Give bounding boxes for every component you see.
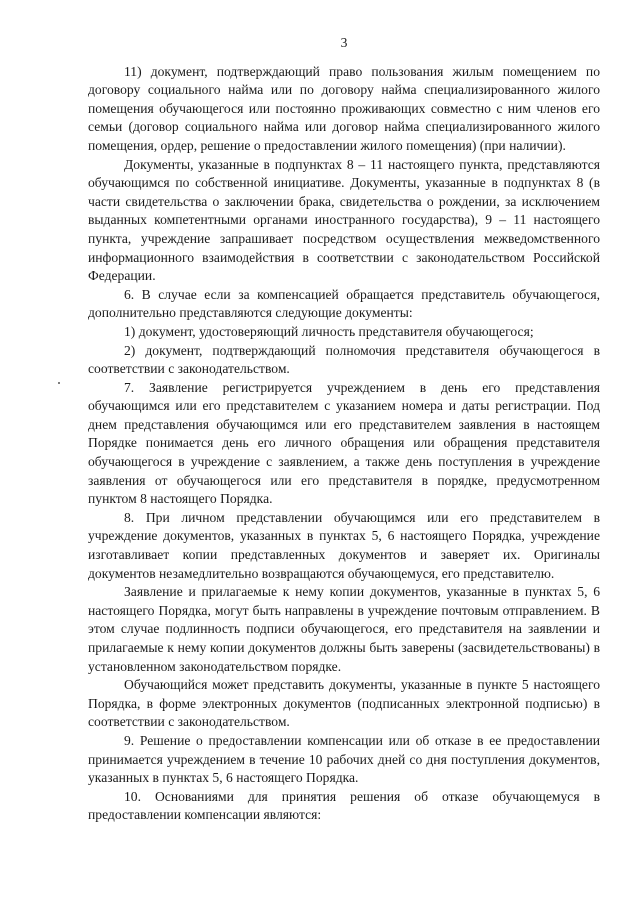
scan-artifact-dot [58,382,60,384]
paragraph-point-10: 10. Основаниями для принятия решения об отказе обучающемуся в предоставлении компенсации являются: [88,788,600,823]
paragraph-point-7: 7. Заявление регистрируется учреждением в день его представления обучающимся или его представителем с указанием номера и даты регистрации. Под днем представления обучающимся или его представителем заявления в настоящем Порядке понимается день его личного обращения или обращения представителя обучающегося в учреждение с заявлением, а также день поступления в учреждение заявления от обучающегося или его представителя в порядке, предусмотренном пунктом 8 настоящего Порядка. [88,379,600,507]
paragraph-point-9: 9. Решение о предоставлении компенсации или об отказе в ее предоставлении принимается учреждением в течение 10 рабочих дней со дня поступления документов, указанных в пунктах 5, 6 настоящего Порядка. [88,732,600,786]
paragraph-point-6-item-1: 1) документ, удостоверяющий личность представителя обучающегося; [124,323,534,339]
paragraph-point-8: 8. При личном представлении обучающимся или его представителем в учреждение документов, указанных в пунктах 5, 6 настоящего Порядка, учреждение изготавливает копии представленных документов и заверяет их. Оригиналы документов незамедлительно возвращаются обучающемуся, его представителю. [88,509,600,581]
paragraph-postal-submission: Заявление и прилагаемые к нему копии документов, указанные в пунктах 5, 6 настоящего Порядка, могут быть направлены в учреждение почтовым отправлением. В этом случае подлинность подписи обучающегося, его представителя на заявлении и прилагаемые к нему копии документов должны быть заверены (засвидетельствованы) в установленном законодательством порядке. [88,584,600,674]
paragraph-documents-initiative: Документы, указанные в подпунктах 8 – 11 настоящего пункта, представляются обучающимся по собственной инициативе. Документы, указанные в подпунктах 8 (в части свидетельства о заключении брака, свидетельства о рождении, за исключением выданных компетентными органами иностранного государства), 9 – 11 настоящего пункта, учреждение запрашивает посредством осуществления межведомственного информационного взаимодействия в соответствии с законодательством Российской Федерации. [88,156,600,284]
document-body [88,63,600,825]
page-number: 3 [340,35,348,50]
paragraph-item-11: 11) документ, подтверждающий право пользования жилым помещением по договору социального найма или по договору найма специализированного жилого помещения обучающегося или постоянно проживающих совместно с ним членов его семьи (договор социального найма или договор найма специализированного жилого помещения, ордер, решение о предоставлении жилого помещения) (при наличии). [88,63,600,153]
paragraph-point-6: 6. В случае если за компенсацией обращается представитель обучающегося, дополнительно представляются следующие документы: [88,286,600,321]
document-page [88,34,600,825]
paragraph-electronic-submission: Обучающийся может представить документы, указанные в пункте 5 настоящего Порядка, в форме электронных документов (подписанных электронной подписью) в соответствии с законодательством. [88,677,600,730]
paragraph-point-6-item-2: 2) документ, подтверждающий полномочия представителя обучающегося в соответствии с законодательством. [88,342,600,377]
